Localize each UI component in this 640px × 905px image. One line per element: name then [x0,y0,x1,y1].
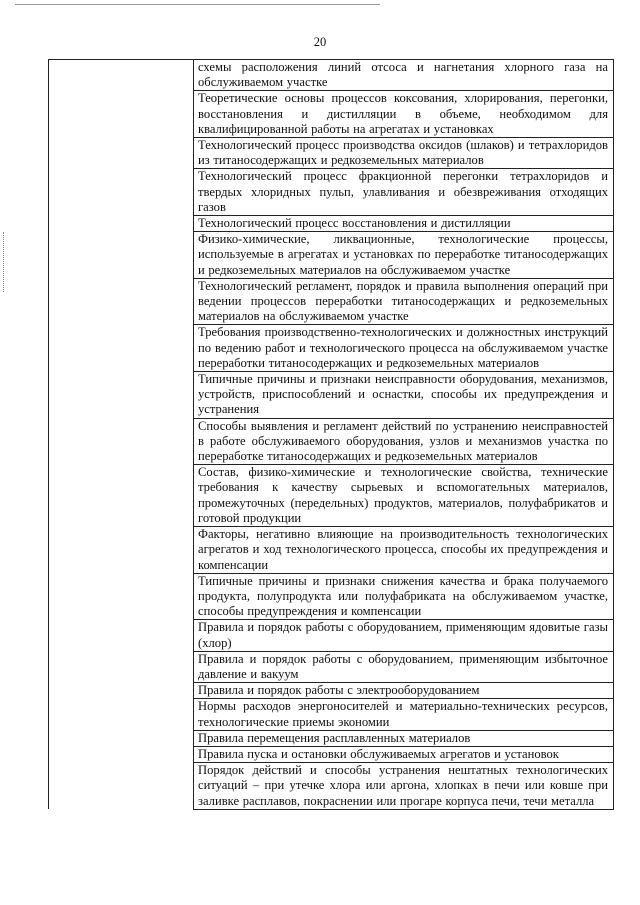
table-cell: Факторы, негативно влияющие на производительность технологических агрегатов и ход технологического процесса, способы их предупреждения и компенсации [194,527,614,574]
table-cell: Нормы расходов энергоносителей и материально-технических ресурсов, технологические приемы экономии [194,699,614,730]
table-cell: схемы расположения линий отсоса и нагнетания хлорного газа на обслуживаемом участке [194,60,614,91]
page-number: 20 [313,35,327,49]
table-cell: Технологический процесс восстановления и дистилляции [194,216,614,232]
table-cell: Правила и порядок работы с оборудованием, применяющим избыточное давление и вакуум [194,651,614,682]
top-rule [15,4,380,5]
table-cell: Технологический процесс фракционной перегонки тетрахлоридов и твердых хлоридных пульп, улавливания и обезвреживания отходящих газов [194,169,614,216]
table-cell: Технологический процесс производства оксидов (шлаков) и тетрахлоридов из титаносодержащих и редкоземельных материалов [194,138,614,169]
table-cell: Способы выявления и регламент действий по устранению неисправностей в работе обслуживаемого оборудования, узлов и механизмов участка по переработке титаносодержащих и редкоземельных материалов [194,418,614,465]
table-cell: Физико-химические, ликвационные, технологические процессы, используемые в агрегатах и установках по переработке титаносодержащих и редкоземельных материалов на обслуживаемом участке [194,232,614,279]
table-cell: Теоретические основы процессов коксования, хлорирования, перегонки, восстановления и дистилляции в объеме, необходимом для квалифицированной работы на агрегатах и установках [194,91,614,138]
table-cell: Состав, физико-химические и технологические свойства, технические требования к качеству сырьевых и вспомогательных материалов, промежуточных (передельных) продуктов, материалов, полуфабрикатов и готовой продукции [194,465,614,527]
requirements-table [48,59,614,810]
table-cell: Правила и порядок работы с электрооборудованием [194,683,614,699]
table-cell: Правила и порядок работы с оборудованием, применяющим ядовитые газы (хлор) [194,620,614,651]
table-cell: Правила пуска и остановки обслуживаемых агрегатов и установок [194,746,614,762]
table-cell: Требования производственно-технологических и должностных инструкций по ведению работ и технологического процесса на обслуживаемом участке переработки титаносодержащих и редкоземельных материалов [194,325,614,372]
table-cell: Правила перемещения расплавленных материалов [194,730,614,746]
left-column-cell [49,60,194,810]
table-cell: Типичные причины и признаки снижения качества и брака получаемого продукта, полупродукта или полуфабриката на обслуживаемом участке, способы предупреждения и компенсации [194,573,614,620]
table-cell: Технологический регламент, порядок и правила выполнения операций при ведении процессов переработки титаносодержащих и редкоземельных материалов на обслуживаемом участке [194,278,614,325]
scan-margin-marks [3,232,7,292]
table-cell: Типичные причины и признаки неисправности оборудования, механизмов, устройств, приспособлений и оснастки, способы их предупреждения и устранения [194,372,614,419]
table-row [49,60,614,91]
table-cell: Порядок действий и способы устранения нештатных технологических ситуаций – при утечке хлора или аргона, хлопках в печи или ковше при заливке расплавов, покраснении или прогаре корпуса печи, течи металла [194,763,614,810]
